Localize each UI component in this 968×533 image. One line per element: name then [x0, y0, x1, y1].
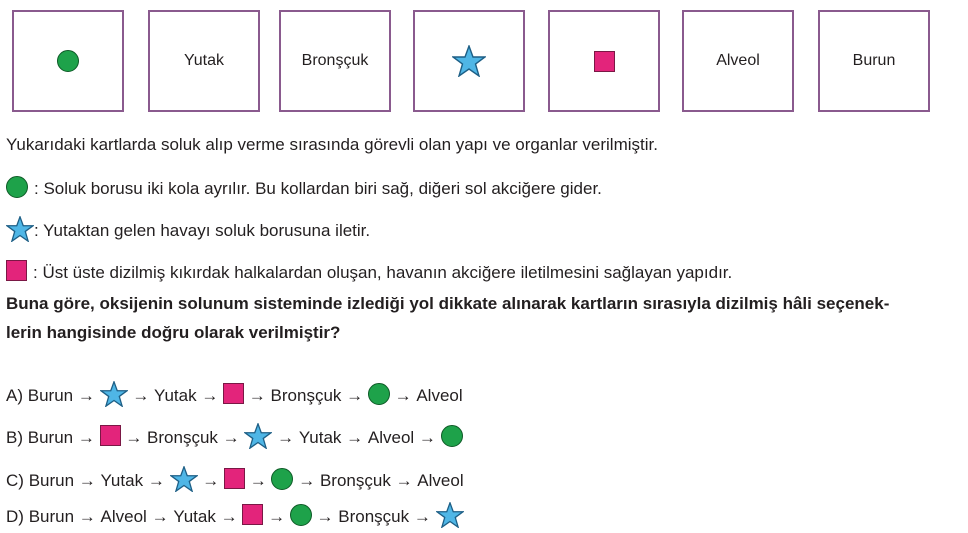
option-word: Alveol	[100, 507, 147, 526]
arrow: →	[77, 386, 95, 405]
blue-star-icon	[244, 423, 272, 454]
card-alveol	[682, 10, 794, 112]
blue-star-icon	[452, 45, 486, 77]
option-a[interactable]	[6, 383, 463, 409]
card-blue-star	[413, 10, 525, 112]
question-line-2: lerin hangisinde doğru olarak verilmiştir?	[6, 323, 341, 342]
arrow: →	[125, 428, 143, 447]
option-word: Burun	[27, 386, 74, 405]
card-green-circle	[12, 10, 124, 112]
arrow: →	[346, 428, 364, 447]
arrow: →	[220, 507, 238, 526]
option-letter: C)	[6, 471, 24, 490]
arrow: →	[151, 507, 169, 526]
option-d[interactable]	[6, 504, 464, 530]
arrow: →	[316, 507, 334, 526]
arrow: →	[201, 386, 219, 405]
option-word: Alveol	[417, 471, 464, 490]
card-label: Yutak	[183, 52, 225, 69]
option-word: Bronşçuk	[319, 471, 391, 490]
arrow: →	[78, 471, 96, 490]
clue-circle	[6, 176, 602, 202]
card-label: Alveol	[716, 52, 760, 69]
option-c[interactable]	[6, 468, 464, 494]
green-circle-icon	[57, 50, 79, 72]
option-word: Yutak	[298, 428, 342, 447]
question-line-1: Buna göre, oksijenin solunum sisteminde izlediği yol dikkate alınarak kartların sırasıyla dizilmiş hâli seçenek-	[6, 294, 890, 313]
arrow: →	[413, 507, 431, 526]
arrow: →	[132, 386, 150, 405]
option-word: Burun	[28, 471, 75, 490]
option-word: Burun	[27, 428, 74, 447]
arrow: →	[268, 507, 286, 526]
clue-square	[6, 260, 732, 286]
arrow: →	[147, 471, 165, 490]
green-circle-icon	[6, 176, 28, 203]
arrow: →	[298, 471, 316, 490]
option-word: Yutak	[154, 386, 197, 405]
clue-circle-text: : Soluk borusu iki kola ayrılır. Bu kollardan biri sağ, diğeri sol akciğere gider.	[34, 179, 602, 198]
arrow: →	[418, 428, 436, 447]
pink-square-icon	[223, 383, 244, 409]
arrow: →	[346, 386, 364, 405]
card-label: Bronşçuk	[301, 52, 369, 69]
blue-star-icon	[100, 381, 128, 412]
pink-square-icon	[224, 468, 245, 494]
blue-star-icon	[170, 466, 198, 497]
arrow: →	[277, 428, 295, 447]
clue-star	[6, 218, 370, 244]
intro-text: Yukarıdaki kartlarda soluk alıp verme sırasında görevli olan yapı ve organlar verilmiştir.	[6, 135, 658, 154]
option-word: Burun	[28, 507, 75, 526]
clue-square-text: : Üst üste dizilmiş kıkırdak halkalardan oluşan, havanın akciğere iletilmesini sağlayan yapıdır.	[33, 263, 733, 282]
arrow: →	[248, 386, 266, 405]
option-letter: A)	[6, 386, 23, 405]
option-word: Yutak	[100, 471, 144, 490]
option-word: Bronşçuk	[270, 386, 342, 405]
card-pink-square	[548, 10, 660, 112]
green-circle-icon	[441, 425, 463, 452]
option-word: Alveol	[367, 428, 415, 447]
pink-square-icon	[100, 425, 121, 451]
option-word: Alveol	[416, 386, 463, 405]
card-burun	[818, 10, 930, 112]
arrow: →	[77, 428, 95, 447]
pink-square-icon	[6, 260, 27, 286]
option-b[interactable]	[6, 425, 463, 451]
option-letter: D)	[6, 507, 24, 526]
green-circle-icon	[368, 383, 390, 410]
arrow: →	[202, 471, 220, 490]
pink-square-icon	[594, 51, 615, 72]
green-circle-icon	[271, 468, 293, 495]
arrow: →	[222, 428, 240, 447]
arrow: →	[395, 471, 413, 490]
clue-star-text: : Yutaktan gelen havayı soluk borusuna iletir.	[34, 221, 371, 240]
option-word: Yutak	[173, 507, 216, 526]
pink-square-icon	[242, 504, 263, 530]
card-bronscuk	[279, 10, 391, 112]
option-letter: B)	[6, 428, 23, 447]
card-yutak	[148, 10, 260, 112]
option-word: Bronşçuk	[147, 428, 218, 447]
option-word: Bronşçuk	[338, 507, 410, 526]
arrow: →	[249, 471, 267, 490]
arrow: →	[78, 507, 96, 526]
blue-star-icon	[6, 216, 34, 247]
card-row	[12, 10, 962, 116]
card-label: Burun	[852, 52, 896, 69]
blue-star-icon	[436, 502, 464, 533]
green-circle-icon	[290, 504, 312, 531]
arrow: →	[394, 386, 412, 405]
